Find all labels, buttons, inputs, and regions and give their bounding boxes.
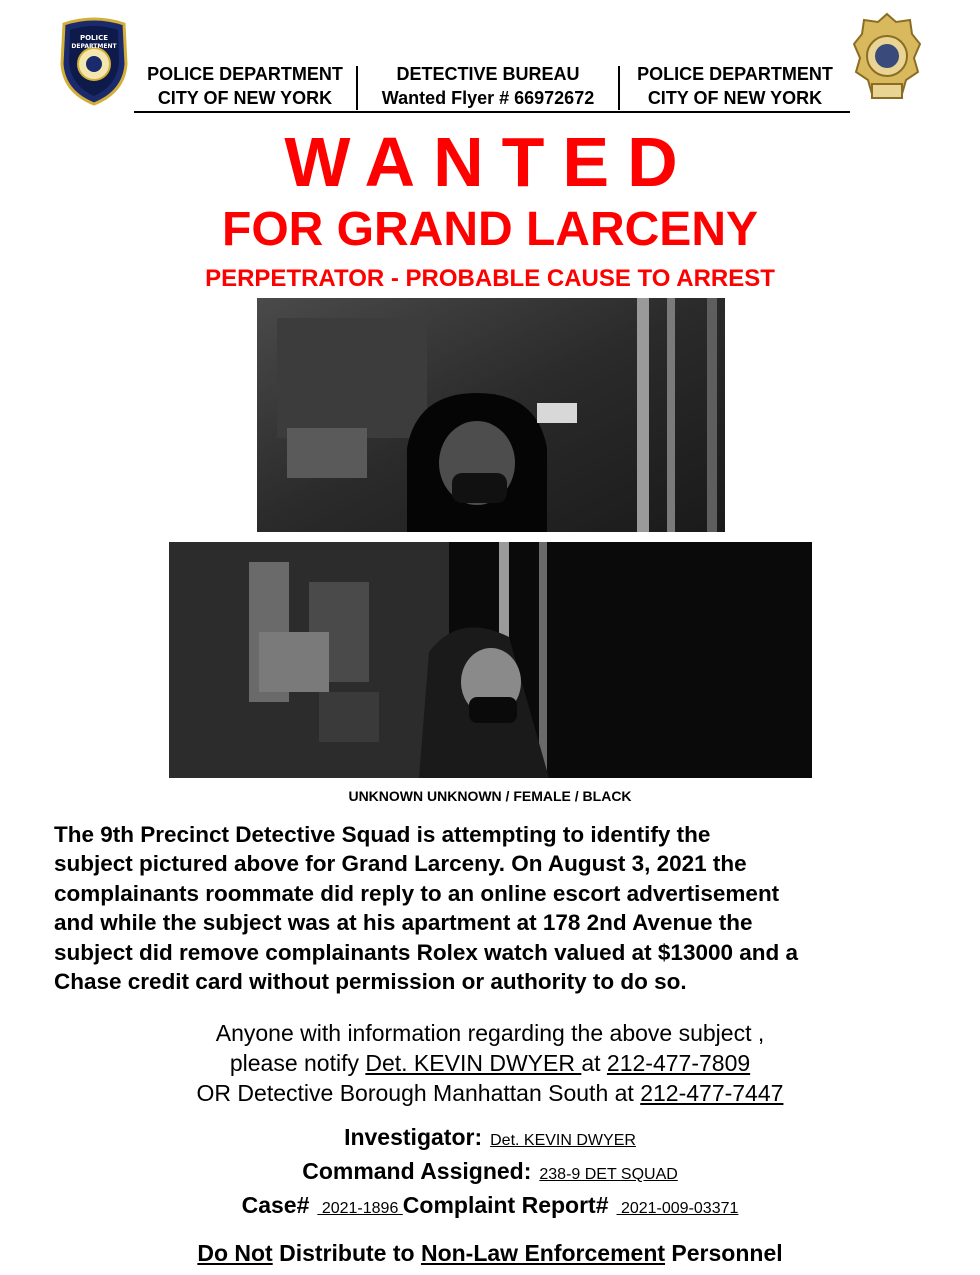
- notify-prefix: please notify: [229, 1050, 366, 1076]
- wanted-title: WANTED: [284, 123, 696, 201]
- narrative-line: and while the subject was at his apartment at 178 2nd Avenue the: [54, 910, 753, 936]
- complaint-label: Complaint Report#: [402, 1192, 609, 1218]
- header-left: [134, 62, 356, 110]
- case-value: 2021-1896: [317, 1200, 403, 1217]
- distribute-to-text: Distribute to: [272, 1240, 421, 1266]
- header-center-line1: DETECTIVE BUREAU: [396, 64, 580, 84]
- detective-name: Det. KEVIN DWYER: [365, 1050, 582, 1076]
- header-right-line1: POLICE DEPARTMENT: [637, 64, 833, 84]
- header-right-line2: CITY OF NEW YORK: [647, 88, 823, 108]
- svg-text:DEPARTMENT: DEPARTMENT: [71, 43, 117, 50]
- detective-phone: 212-477-7809: [606, 1050, 751, 1076]
- command-label: Command Assigned:: [302, 1158, 532, 1184]
- header-rule: [134, 111, 850, 113]
- borough-prefix: OR Detective Borough Manhattan South at: [196, 1080, 641, 1106]
- investigator-value: Det. KEVIN DWYER: [490, 1132, 636, 1149]
- flyer-number: Wanted Flyer # 66972672: [381, 88, 595, 108]
- contact-line-1: Anyone with information regarding the above subject ,: [215, 1020, 765, 1046]
- narrative-line: Chase credit card without permission or authority to do so.: [54, 969, 687, 995]
- surveillance-photo-1: [257, 298, 725, 532]
- contact-line-3: [0, 1078, 980, 1108]
- distribution-notice: [0, 1238, 980, 1268]
- investigator-row: [0, 1122, 980, 1156]
- nypd-badge-icon: [852, 12, 922, 108]
- contact-line-2: [0, 1048, 980, 1078]
- investigator-label: Investigator:: [344, 1124, 483, 1150]
- borough-phone: 212-477-7447: [640, 1080, 784, 1106]
- non-law-text: Non-Law Enforcement: [420, 1240, 666, 1266]
- contact-block: [0, 1018, 980, 1108]
- header-left-line2: CITY OF NEW YORK: [157, 88, 333, 108]
- narrative-line: The 9th Precinct Detective Squad is attempting to identify the: [54, 822, 711, 847]
- complaint-value: 2021-009-03371: [616, 1200, 739, 1217]
- nypd-patch-icon: [56, 14, 132, 106]
- narrative-line: subject did remove complainants Rolex watch valued at $13000 and a: [54, 939, 799, 965]
- personnel-text: Personnel: [665, 1240, 783, 1266]
- at-text: at: [581, 1050, 607, 1076]
- narrative: [54, 820, 934, 996]
- svg-text:POLICE: POLICE: [79, 34, 109, 42]
- header-center: [358, 62, 618, 110]
- header-left-line1: POLICE DEPARTMENT: [147, 64, 343, 84]
- narrative-line: subject pictured above for Grand Larceny. On August 3, 2021 the: [54, 851, 747, 877]
- subject-description: UNKNOWN UNKNOWN / FEMALE / BLACK: [348, 788, 632, 804]
- do-not-text: Do Not: [197, 1240, 273, 1266]
- narrative-line: complainants roommate did reply to an online escort advertisement: [54, 880, 780, 906]
- surveillance-photo-2: [169, 542, 812, 778]
- case-info: [0, 1122, 980, 1224]
- case-label: Case#: [241, 1192, 310, 1218]
- header-right: [620, 62, 850, 110]
- case-row: [0, 1190, 980, 1224]
- command-value: 238-9 DET SQUAD: [539, 1166, 678, 1183]
- charge-title: FOR GRAND LARCENY: [222, 203, 758, 256]
- command-row: [0, 1156, 980, 1190]
- status-subtitle: PERPETRATOR - PROBABLE CAUSE TO ARREST: [205, 265, 775, 292]
